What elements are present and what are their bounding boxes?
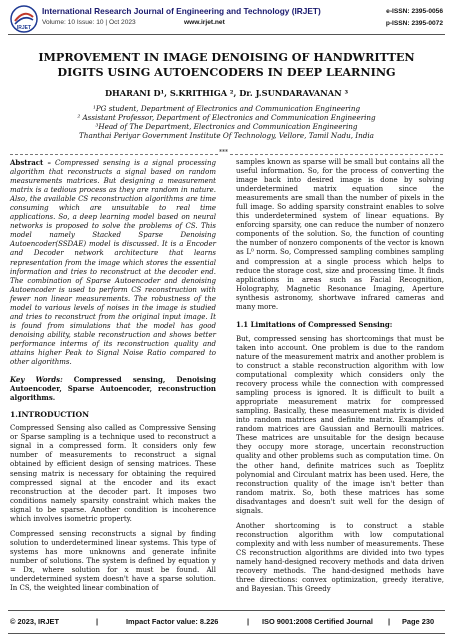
subsection-heading-limitations: 1.1 Limitations of Compressed Sensing: (236, 319, 393, 329)
keywords-text: Compressed sensing, Denoising Autoencoder, Sparse Autoencoder, reconstruction algorithms. (10, 375, 216, 403)
logo-text: IRJET (16, 25, 32, 31)
right-paragraph-1: samples known as sparse will be small but contains all the useful information. So, for the process of converting the image back into desired image is done by solving underdetermined matrix equation since the measurements are small than the number of pixels in the full image. So adding sparsity constraint enables to solve this underdetermined system of linear equations. By enforcing sparsity, one can reduce the number of nonzero components of the solution. So, the function of counting the number of nonzero components of the vector is known as L⁰ norm. So, Compressed sampling combines sampling and compression at a single process which helps to reduce the storage cost, size and processing time. It finds applications in areas such as Facial Recognition, Holography, Magnetic Resonance Imaging, Aperture synthesis astronomy, shortwave infrared cameras and many more. (236, 158, 444, 311)
e-issn: e-ISSN: 2395-0056 (386, 8, 443, 15)
footer-iso: ISO 9001:2008 Certified Journal (262, 617, 373, 626)
abstract (10, 158, 216, 367)
affiliation-1: ¹PG student, Department of Electronics and Communication Engineering (92, 104, 361, 113)
right-column (236, 158, 444, 600)
section-heading-introduction: 1.INTRODUCTION (10, 410, 90, 420)
affiliation-4: Thanthai Periyar Government Institute Of Technology, Vellore, Tamil Nadu, India (79, 131, 374, 140)
journal-title: International Research Journal of Engineering and Technology (IRJET) (42, 6, 321, 16)
volume-issue: Volume: 10 Issue: 10 | Oct 2023 (42, 19, 136, 26)
limitations-paragraph-1: But, compressed sensing has shortcomings that must be taken into account. One problem is due to the random nature of the measurement matrix and another problem is to construct a stable reconstruction algorithm with low computational complexity which considers only the recovery process while the connection with compressed sampling process is ignored. It is difficult to built a appropriate measurement matrix for compressed sampling. Basically, these measurement matrix is divided into random matrices and definite matrix. Examples of random matrices are Gaussian and Bernoulli matrices. These matrices are unsuitable for the design because they occupy more storage, uncertain reconstruction quality and other problems such as computation time. On the other hand, definite matrices such as Toeplitz polynomial and Circulant matrix has been used. Here, the reconstruction quality of the image isn't better than random matrix. So, both these matrices has some disadvantages and doesn't suit well for the design of signals. (236, 334, 444, 515)
separator-stars: *** (219, 149, 228, 156)
footer-impact-factor: Impact Factor value: 8.226 (126, 617, 219, 626)
intro-paragraph-1: Compressed Sensing also called as Compressive Sensing or Sparse sampling is a technique used to reconstruct a signal in a compressed form. It considers only few number of measurements to reconstruct a signal obtained by efficient design of sensing matrices. These sensing matrix is necessary for obtaining the required compressed signal at the encoder and its exact reconstruction at the decoder part. It imposes two conditions namely sparsity constraint which makes the signal to be sparse. Another condition is incoherence which involves isometric property. (10, 424, 216, 523)
abstract-label: Abstract – (10, 158, 51, 167)
abstract-text: Compressed sensing is a signal processing algorithm that reconstructs a signal based on random measurements matrices. But designing a measurement matrix is a tedious process as they are random in nature. Also, the available CS reconstruction algorithms are time consuming which are unsuitable to real time applications. So, a deep learning model based on neural networks is proposed to solve the problems of CS. This model namely Stacked Sparse Denoising Autoencoder(SSDAE) model is discussed. It is a Encoder and Decoder network architecture that learns representation from the image which stores the essential information and tries to reconstruct at the decoder end. The combination of Sparse Autoencoder and denoising Autoencoder is used to perform CS reconstruction with fewer non linear measurements. The robustness of the model to various levels of noises in the image is studied and tries to reconstruct from the original input image. It is found from simulations that the model has good denoising ability, stable reconstruction and shows better performance interms of its reconstruction quality and attains higher Peak to Signal Noise Ratio compared to other algorithms. (10, 159, 216, 367)
intro-paragraph-2: Compressed sensing reconstructs a signal by finding solution to underdetermined linear systems. This type of systems has more unknowns and generate infinite number of solutions. The system is defined by equation y = Dx, where solution for x must be found. All underdetermined system doesn't have a sparse solution. In CS, the weighted linear combination of (10, 529, 216, 593)
footer-divider: | (96, 617, 99, 626)
footer-page-number: Page 230 (402, 617, 435, 626)
footer-rule (8, 610, 445, 611)
limitations-paragraph-2: Another shortcoming is to construct a stable reconstruction algorithm with low computational complexity and with less number of measurements. These CS reconstruction algorithms are divided into two types namely hand-designed recovery methods and data driven recovery methods. The hand-designed methods have three directions: convex optimization, greedy iterative, and Bayesian. This Greedy (236, 521, 444, 594)
page-footer (0, 613, 453, 633)
irjet-logo-icon (10, 5, 38, 33)
left-column (10, 158, 216, 599)
header-rule (8, 34, 445, 35)
footer-copyright: © 2023, IRJET (10, 617, 59, 626)
affiliation-2: ² Assistant Professor, Department of Electronics and Communication Engineering (77, 113, 376, 122)
paper-title: IMPROVEMENT IN IMAGE DENOISING OF HANDWRITTEN DIGITS USING AUTOENCODERS IN DEEP LEARNING (38, 50, 415, 79)
footer-divider: | (388, 617, 391, 626)
keywords (10, 375, 216, 402)
footer-bottom-rule (8, 633, 445, 634)
affiliation-3: ³Head of The Department, Electronics and Communication Engineering (95, 122, 358, 131)
footer-divider: | (247, 617, 250, 626)
journal-url[interactable]: www.irjet.net (184, 19, 225, 26)
author-list: DHARANI D¹, S.KRITHIGA ², Dr. J.SUNDARAVANAN ³ (104, 88, 349, 98)
p-issn: p-ISSN: 2395-0072 (385, 20, 443, 27)
keywords-label: Key Words: (10, 375, 63, 385)
